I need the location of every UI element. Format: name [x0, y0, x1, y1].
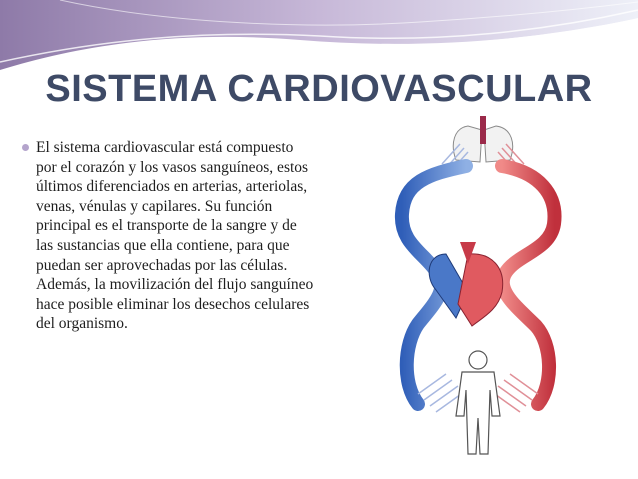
- lungs-icon: [453, 116, 512, 162]
- bullet-point-icon: [22, 144, 29, 151]
- human-body-icon: [456, 351, 500, 454]
- bullet-text: El sistema cardiovascular está compuesto por el corazón y los vasos sanguíneos, estos últimos diferenciados en arterias, arteriolas, venas, vénulas y capilares. Su función principal es el transporte de la sangre y de las sustancias que ella contiene, para que puedan ser aprovechadas por las células. Además, la movilización del flujo sanguíneo hace posible eliminar los desechos celulares del organismo.: [36, 139, 314, 333]
- cardiovascular-diagram-image: [368, 104, 608, 466]
- bullet-paragraph: [36, 138, 314, 334]
- heart-icon: [429, 242, 503, 326]
- page-title: SISTEMA CARDIOVASCULAR: [45, 68, 593, 110]
